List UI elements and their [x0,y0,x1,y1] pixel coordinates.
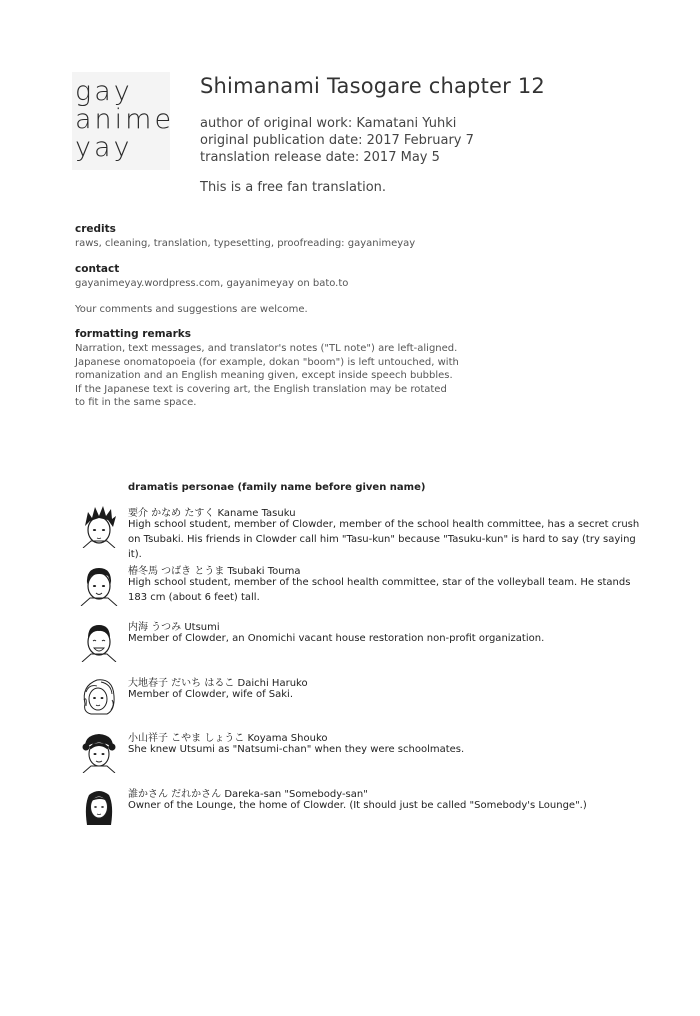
boy-spiky-hair-portrait [77,504,121,548]
comments-text: Your comments and suggestions are welcome. [75,304,308,315]
dramatis-heading: dramatis personae (family name before given name) [128,482,426,493]
logo-line-3: yay [75,132,133,163]
credits-heading: credits [75,223,116,235]
character-description: Member of Clowder, an Onomichi vacant house restoration non-profit organization. [128,633,545,644]
formatting-line: to fit in the same space. [75,397,197,408]
formatting-text [75,342,459,410]
character-name: 小山祥子 こやま しょうこ Koyama Shouko [128,733,328,744]
character-description: High school student, member of the school health committee, star of the volleyball team. He stands 183 cm (about 6 feet) tall. [128,577,631,603]
logo-line-2: anime [75,104,175,135]
man-smiling-portrait [77,618,121,662]
character-description: Owner of the Lounge, the home of Clowder. (It should just be called "Somebody's Lounge".) [128,800,587,811]
publication-date-line: original publication date: 2017 February 7 [200,133,474,148]
logo-line-1: gay [75,76,133,107]
character-name: 椿冬馬 つばき とうま Tsubaki Touma [128,566,301,577]
author-line: author of original work: Kamatani Yuhki [200,116,457,131]
formatting-line: Japanese onomatopoeia (for example, dokan "boom") is left untouched, with [75,356,459,368]
contact-heading: contact [75,263,120,275]
woman-wavy-hair-portrait [77,674,121,718]
character-description: High school student, member of Clowder, member of the school health committee, has a secret crush on Tsubaki. His friends in Clowder call him "Tasu-kun" because "Tasuku-kun" is hard to say (try saying it). [128,519,640,560]
character-name: 内海 うつみ Utsumi [128,622,220,633]
formatting-heading: formatting remarks [75,328,192,340]
formatting-line: If the Japanese text is covering art, the English translation may be rotated [75,383,447,395]
publication-meta [200,115,474,166]
release-date-line: translation release date: 2017 May 5 [200,150,440,165]
contact-text: gayanimeyay.wordpress.com, gayanimeyay on bato.to [75,278,349,289]
person-long-hair-portrait [77,785,121,829]
formatting-line: romanization and an English meaning given, except inside speech bubbles. [75,370,453,381]
character-description: Member of Clowder, wife of Saki. [128,689,294,700]
free-translation-note: This is a free fan translation. [200,180,387,195]
character-name: 誰かさん だれかさん Dareka-san "Somebody-san" [128,789,368,800]
credits-text: raws, cleaning, translation, typesetting, proofreading: gayanimeyay [75,238,416,249]
woman-curly-hair-portrait [77,729,121,773]
character-name: 要介 かなめ たすく Kaname Tasuku [128,508,296,519]
logo [72,72,175,170]
character-description: She knew Utsumi as "Natsumi-chan" when they were schoolmates. [128,744,465,755]
character-name: 大地春子 だいち はるこ Daichi Haruko [128,678,308,689]
boy-short-hair-portrait [77,562,121,606]
page-title: Shimanami Tasogare chapter 12 [200,74,545,98]
formatting-line: Narration, text messages, and translator's notes ("TL note") are left-aligned. [75,343,458,354]
